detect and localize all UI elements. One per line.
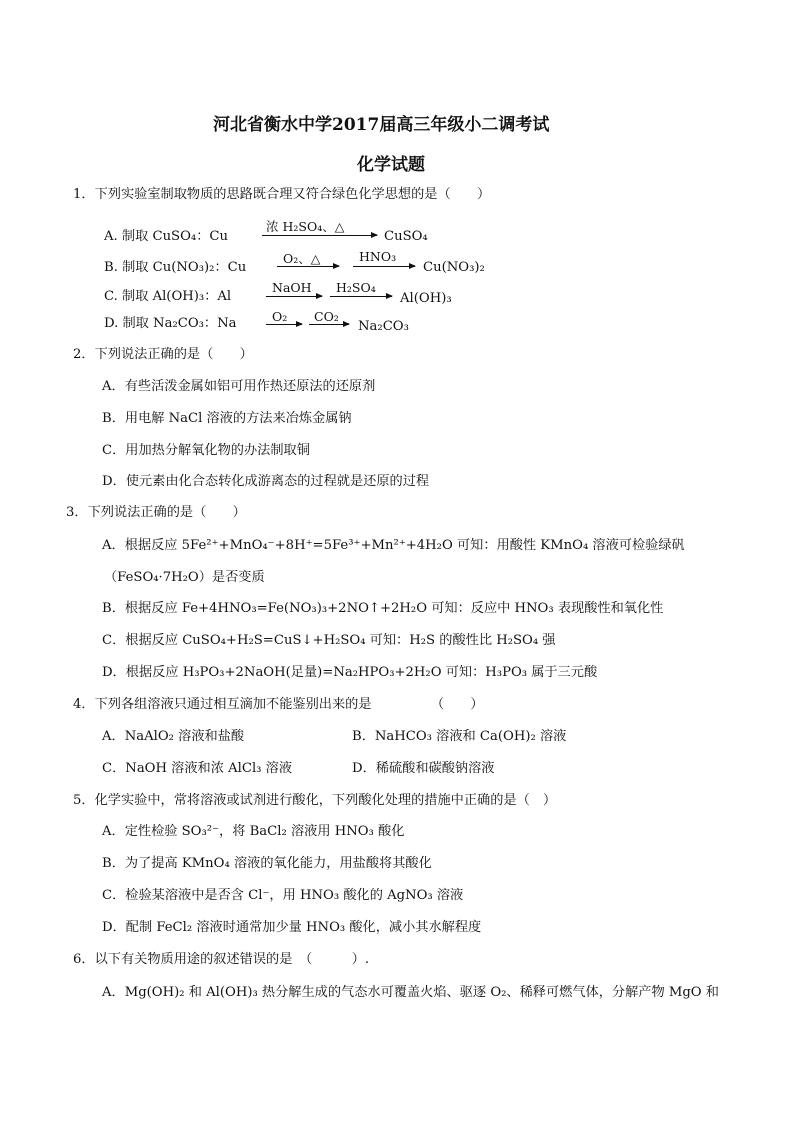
q1-a-product: CuSO₄ [384,229,428,244]
q3-option-a-line-2: （FeSO₄·7H₂O）是否变质 [104,570,265,585]
question-4-stem: 4．下列各组溶液只通过相互滴加不能鉴别出来的是 （ ） [73,697,484,712]
q1-d-reagent-1: O₂ [272,309,288,324]
q1-option-b: B. 制取 Cu(NO₃)₂：Cu [104,260,247,275]
q2-option-c: C．用加热分解氧化物的办法制取铜 [102,443,310,458]
q2-option-a: A．有些活泼金属如铝可用作热还原法的还原剂 [102,379,376,394]
q1-option-c: C. 制取 Al(OH)₃：Al [104,289,232,304]
q1-b-arrow-1 [277,266,339,267]
q5-option-a: A．定性检验 SO₃²⁻，将 BaCl₂ 溶液用 HNO₃ 酸化 [102,824,405,839]
q4-option-c: C．NaOH 溶液和浓 AlCl₃ 溶液 [102,761,293,776]
q1-option-a: A. 制取 CuSO₄：Cu [104,229,228,244]
q1-c-reagent-1: NaOH [272,280,312,295]
q3-option-d: D．根据反应 H₃PO₃+2NaOH(足量)=Na₂HPO₃+2H₂O 可知：H₃PO₃ 属于三元酸 [102,665,598,680]
q1-c-product: Al(OH)₃ [400,291,452,306]
question-1-stem: 1．下列实验室制取物质的思路既合理又符合绿色化学思想的是（ ） [73,187,491,202]
q1-d-product: Na₂CO₃ [358,319,409,334]
q1-b-reagent-1: O₂、△ [283,251,321,266]
question-3-stem: 3．下列说法正确的是（ ） [66,505,246,520]
q3-option-c: C．根据反应 CuSO₄+H₂S=CuS↓+H₂SO₄ 可知：H₂S 的酸性比 H₂SO₄ 强 [102,633,556,648]
q4-option-d: D．稀硫酸和碳酸钠溶液 [352,761,495,776]
q1-option-d: D. 制取 Na₂CO₃：Na [104,316,237,331]
q1-c-reagent-2: H₂SO₄ [336,280,376,295]
q4-option-a: A．NaAlO₂ 溶液和盐酸 [102,729,245,744]
q1-b-reagent-2: HNO₃ [359,249,397,264]
q1-b-arrow-2 [353,266,415,267]
q3-option-a-line-1: A．根据反应 5Fe²⁺+MnO₄⁻+8H⁺=5Fe³⁺+Mn²⁺+4H₂O 可知：用酸性 KMnO₄ 溶液可检验绿矾 [102,538,685,553]
q1-b-product: Cu(NO₃)₂ [423,260,485,275]
q1-c-arrow-1 [266,296,322,297]
question-2-stem: 2．下列说法正确的是（ ） [73,347,253,362]
q2-option-d: D．使元素由化合态转化成游离态的过程就是还原的过程 [102,474,430,489]
q3-option-b: B．根据反应 Fe+4HNO₃=Fe(NO₃)₃+2NO↑+2H₂O 可知：反应中 HNO₃ 表现酸性和氧化性 [102,601,664,616]
q5-option-c: C．检验某溶液中是否含 Cl⁻，用 HNO₃ 酸化的 AgNO₃ 溶液 [102,888,464,903]
q1-d-arrow-2 [309,324,349,325]
q5-option-b: B．为了提高 KMnO₄ 溶液的氧化能力，用盐酸将其酸化 [102,856,432,871]
q4-option-b: B．NaHCO₃ 溶液和 Ca(OH)₂ 溶液 [352,729,567,744]
q6-option-a: A．Mg(OH)₂ 和 Al(OH)₃ 热分解生成的气态水可覆盖火焰、驱逐 O₂、稀释可燃气体，分解产物 MgO 和 [102,985,719,1000]
q1-a-reagent: 浓 H₂SO₄、△ [266,219,345,234]
exam-subtitle: 化学试题 [357,155,425,175]
q5-option-d: D．配制 FeCl₂ 溶液时通常加少量 HNO₃ 酸化，减小其水解程度 [102,920,482,935]
q1-c-arrow-2 [330,296,392,297]
q1-a-arrow [262,235,377,236]
q2-option-b: B．用电解 NaCl 溶液的方法来冶炼金属钠 [102,411,352,426]
q1-d-arrow-1 [266,324,302,325]
exam-title: 河北省衡水中学2017届高三年级小二调考试 [213,115,550,135]
question-6-stem: 6．以下有关物质用途的叙述错误的是 （ ）. [73,952,370,967]
question-5-stem: 5．化学实验中，常将溶液或试剂进行酸化，下列酸化处理的措施中正确的是（ ） [73,793,557,808]
q1-d-reagent-2: CO₂ [314,309,339,324]
